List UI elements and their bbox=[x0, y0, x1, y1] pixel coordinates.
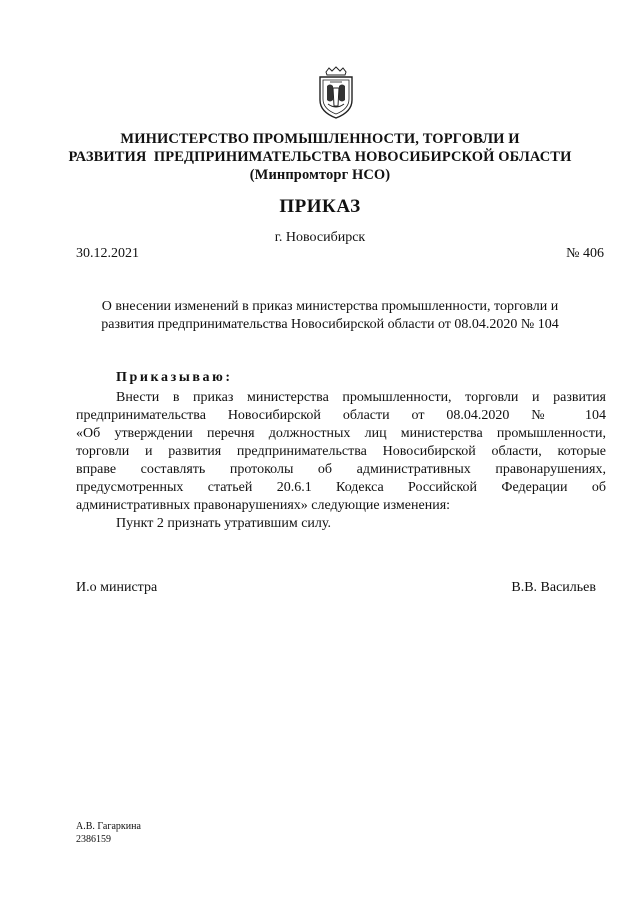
document-number: № 406 bbox=[566, 246, 604, 261]
ministry-line-2: РАЗВИТИЯ ПРЕДПРИНИМАТЕЛЬСТВА НОВОСИБИРСКОЙ ОБЛАСТИ bbox=[68, 149, 572, 165]
signer-name: В.В. Васильев bbox=[511, 580, 596, 595]
document-body bbox=[76, 389, 606, 533]
coat-of-arms-icon bbox=[314, 66, 358, 120]
document-date: 30.12.2021 bbox=[76, 246, 139, 261]
body-line: предусмотренных статьей 20.6.1 Кодекса Российской Федерации об bbox=[76, 480, 606, 495]
city: г. Новосибирск bbox=[274, 230, 366, 245]
signer-position: И.о министра bbox=[76, 580, 158, 595]
body-line: «Об утверждении перечня должностных лиц министерства промышленности, bbox=[76, 426, 606, 441]
ministry-short-name: (Минпромторг НСО) bbox=[249, 167, 391, 183]
body-line: вправе составлять протоколы об административных правонарушениях, bbox=[76, 462, 606, 477]
subject-line-2: развития предпринимательства Новосибирской области от 08.04.2020 № 104 bbox=[101, 317, 559, 332]
executor-name: А.В. Гагаркина bbox=[76, 821, 141, 832]
ministry-name bbox=[40, 130, 600, 184]
executor-phone: 2386159 bbox=[76, 834, 111, 845]
document-title: ПРИКАЗ bbox=[279, 196, 361, 217]
document-subject bbox=[60, 298, 600, 334]
body-line: Внести в приказ министерства промышленности, торговли и развития bbox=[116, 390, 606, 405]
body-line: административных правонарушениях» следующие изменения: bbox=[76, 498, 451, 513]
executor-info bbox=[76, 820, 141, 846]
subject-line-1: О внесении изменений в приказ министерства промышленности, торговли и bbox=[101, 299, 559, 314]
body-line: торговли и развития предпринимательства Новосибирской области, которые bbox=[76, 444, 606, 459]
body-line: Пункт 2 признать утратившим силу. bbox=[116, 516, 331, 531]
ministry-line-1: МИНИСТЕРСТВО ПРОМЫШЛЕННОСТИ, ТОРГОВЛИ И bbox=[120, 131, 520, 147]
decree-word: Приказываю: bbox=[116, 370, 233, 385]
body-line: предпринимательства Новосибирской области от 08.04.2020 № 104 bbox=[76, 408, 606, 423]
